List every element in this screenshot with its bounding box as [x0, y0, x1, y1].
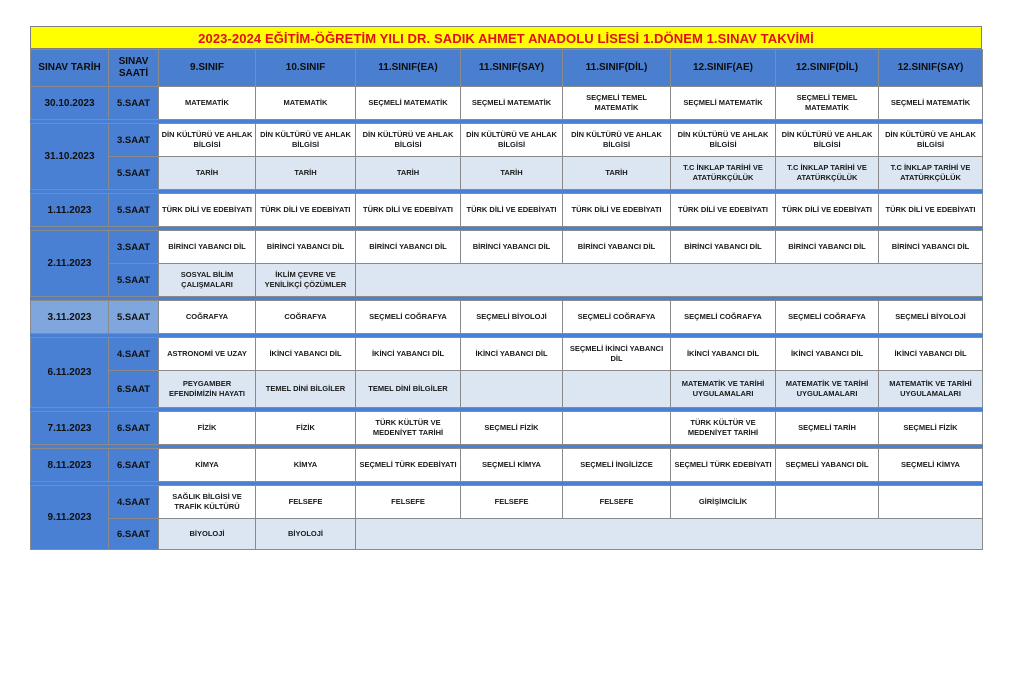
header-12-ae: 12.SINIF(AE)	[671, 50, 776, 87]
exam-period: 3.SAAT	[109, 124, 159, 157]
subject-cell	[879, 486, 983, 519]
schedule-row	[31, 157, 983, 190]
subject-cell: TÜRK DİLİ VE EDEBİYATI	[879, 194, 983, 227]
subject-cell: SEÇMELİ KİMYA	[879, 449, 983, 482]
schedule-body	[31, 87, 983, 550]
subject-cell: BİYOLOJİ	[159, 519, 256, 550]
subject-cell: SEÇMELİ COĞRAFYA	[776, 301, 879, 334]
subject-cell: İKİNCİ YABANCI DİL	[879, 338, 983, 371]
exam-date: 8.11.2023	[31, 449, 109, 482]
subject-cell: GİRİŞİMCİLİK	[671, 486, 776, 519]
subject-cell: FELSEFE	[563, 486, 671, 519]
subject-cell: MATEMATİK	[159, 87, 256, 120]
schedule-row	[31, 519, 983, 550]
subject-cell: COĞRAFYA	[159, 301, 256, 334]
exam-period: 4.SAAT	[109, 338, 159, 371]
subject-cell: FİZİK	[159, 412, 256, 445]
subject-cell: SEÇMELİ BİYOLOJİ	[461, 301, 563, 334]
subject-cell: SEÇMELİ TARİH	[776, 412, 879, 445]
header-saat: SINAV SAATİ	[109, 50, 159, 87]
exam-date: 2.11.2023	[31, 231, 109, 297]
subject-cell: FİZİK	[256, 412, 356, 445]
subject-cell: T.C İNKLAP TARİHİ VE ATATÜRKÇÜLÜK	[879, 157, 983, 190]
header-11-dil: 11.SINIF(DİL)	[563, 50, 671, 87]
subject-cell: TÜRK KÜLTÜR VE MEDENİYET TARİHİ	[356, 412, 461, 445]
exam-schedule-sheet	[30, 26, 982, 550]
subject-cell	[776, 486, 879, 519]
subject-cell: BİRİNCİ YABANCI DİL	[776, 231, 879, 264]
subject-cell: SEÇMELİ İNGİLİZCE	[563, 449, 671, 482]
subject-cell	[563, 371, 671, 408]
schedule-row	[31, 486, 983, 519]
subject-cell: PEYGAMBER EFENDİMİZİN HAYATI	[159, 371, 256, 408]
schedule-row	[31, 371, 983, 408]
subject-cell: DİN KÜLTÜRÜ VE AHLAK BİLGİSİ	[879, 124, 983, 157]
exam-date: 7.11.2023	[31, 412, 109, 445]
schedule-table	[30, 49, 983, 550]
subject-cell: SEÇMELİ MATEMATİK	[356, 87, 461, 120]
empty-span-cell	[356, 264, 983, 297]
schedule-row	[31, 87, 983, 120]
schedule-row	[31, 231, 983, 264]
subject-cell: TÜRK DİLİ VE EDEBİYATI	[563, 194, 671, 227]
subject-cell	[461, 371, 563, 408]
schedule-row	[31, 124, 983, 157]
subject-cell: MATEMATİK	[256, 87, 356, 120]
subject-cell: DİN KÜLTÜRÜ VE AHLAK BİLGİSİ	[256, 124, 356, 157]
subject-cell: DİN KÜLTÜRÜ VE AHLAK BİLGİSİ	[563, 124, 671, 157]
subject-cell: TARİH	[563, 157, 671, 190]
exam-period: 3.SAAT	[109, 231, 159, 264]
subject-cell: FELSEFE	[461, 486, 563, 519]
subject-cell: BİRİNCİ YABANCI DİL	[563, 231, 671, 264]
subject-cell: SEÇMELİ COĞRAFYA	[356, 301, 461, 334]
subject-cell: DİN KÜLTÜRÜ VE AHLAK BİLGİSİ	[461, 124, 563, 157]
subject-cell: BİRİNCİ YABANCI DİL	[159, 231, 256, 264]
subject-cell: SEÇMELİ FİZİK	[461, 412, 563, 445]
exam-period: 6.SAAT	[109, 371, 159, 408]
subject-cell: İKİNCİ YABANCI DİL	[256, 338, 356, 371]
subject-cell: İKİNCİ YABANCI DİL	[776, 338, 879, 371]
subject-cell: TEMEL DİNİ BİLGİLER	[256, 371, 356, 408]
exam-period: 6.SAAT	[109, 412, 159, 445]
subject-cell: T.C İNKLAP TARİHİ VE ATATÜRKÇÜLÜK	[776, 157, 879, 190]
subject-cell: DİN KÜLTÜRÜ VE AHLAK BİLGİSİ	[159, 124, 256, 157]
subject-cell: DİN KÜLTÜRÜ VE AHLAK BİLGİSİ	[776, 124, 879, 157]
subject-cell: SEÇMELİ BİYOLOJİ	[879, 301, 983, 334]
exam-period: 5.SAAT	[109, 264, 159, 297]
subject-cell: SEÇMELİ TÜRK EDEBİYATI	[671, 449, 776, 482]
exam-date: 1.11.2023	[31, 194, 109, 227]
subject-cell: MATEMATİK VE TARİHİ UYGULAMALARI	[879, 371, 983, 408]
subject-cell: TÜRK DİLİ VE EDEBİYATI	[461, 194, 563, 227]
subject-cell: TARİH	[356, 157, 461, 190]
schedule-row	[31, 194, 983, 227]
subject-cell: BİRİNCİ YABANCI DİL	[879, 231, 983, 264]
subject-cell: COĞRAFYA	[256, 301, 356, 334]
exam-date: 6.11.2023	[31, 338, 109, 408]
subject-cell: SEÇMELİ İKİNCİ YABANCI DİL	[563, 338, 671, 371]
subject-cell: İKİNCİ YABANCI DİL	[461, 338, 563, 371]
subject-cell: KİMYA	[159, 449, 256, 482]
schedule-title: 2023-2024 EĞİTİM-ÖĞRETİM YILI DR. SADIK AHMET ANADOLU LİSESİ 1.DÖNEM 1.SINAV TAKVİMİ	[30, 26, 982, 49]
subject-cell: TARİH	[159, 157, 256, 190]
subject-cell: BİYOLOJİ	[256, 519, 356, 550]
subject-cell: TÜRK DİLİ VE EDEBİYATI	[356, 194, 461, 227]
schedule-row	[31, 301, 983, 334]
subject-cell: SEÇMELİ MATEMATİK	[461, 87, 563, 120]
subject-cell: BİRİNCİ YABANCI DİL	[671, 231, 776, 264]
subject-cell: SEÇMELİ COĞRAFYA	[563, 301, 671, 334]
header-11-ea: 11.SINIF(EA)	[356, 50, 461, 87]
subject-cell: SOSYAL BİLİM ÇALIŞMALARI	[159, 264, 256, 297]
subject-cell: BİRİNCİ YABANCI DİL	[356, 231, 461, 264]
subject-cell: KİMYA	[256, 449, 356, 482]
subject-cell: İKLİM ÇEVRE VE YENİLİKÇİ ÇÖZÜMLER	[256, 264, 356, 297]
schedule-row	[31, 338, 983, 371]
exam-period: 5.SAAT	[109, 87, 159, 120]
subject-cell: ASTRONOMİ VE UZAY	[159, 338, 256, 371]
subject-cell: SEÇMELİ FİZİK	[879, 412, 983, 445]
subject-cell: SEÇMELİ COĞRAFYA	[671, 301, 776, 334]
header-10-sinif: 10.SINIF	[256, 50, 356, 87]
subject-cell: TÜRK DİLİ VE EDEBİYATI	[256, 194, 356, 227]
subject-cell: FELSEFE	[356, 486, 461, 519]
subject-cell: TARİH	[461, 157, 563, 190]
subject-cell: BİRİNCİ YABANCI DİL	[256, 231, 356, 264]
subject-cell: TEMEL DİNİ BİLGİLER	[356, 371, 461, 408]
subject-cell: T.C İNKLAP TARİHİ VE ATATÜRKÇÜLÜK	[671, 157, 776, 190]
subject-cell: MATEMATİK VE TARİHİ UYGULAMALARI	[776, 371, 879, 408]
exam-period: 4.SAAT	[109, 486, 159, 519]
schedule-row	[31, 412, 983, 445]
subject-cell: DİN KÜLTÜRÜ VE AHLAK BİLGİSİ	[356, 124, 461, 157]
subject-cell: TÜRK DİLİ VE EDEBİYATI	[671, 194, 776, 227]
header-11-say: 11.SINIF(SAY)	[461, 50, 563, 87]
subject-cell: TÜRK DİLİ VE EDEBİYATI	[159, 194, 256, 227]
subject-cell: SEÇMELİ MATEMATİK	[671, 87, 776, 120]
exam-date: 31.10.2023	[31, 124, 109, 190]
subject-cell: DİN KÜLTÜRÜ VE AHLAK BİLGİSİ	[671, 124, 776, 157]
subject-cell: SAĞLIK BİLGİSİ VE TRAFİK KÜLTÜRÜ	[159, 486, 256, 519]
exam-date: 9.11.2023	[31, 486, 109, 550]
schedule-row	[31, 449, 983, 482]
subject-cell: SEÇMELİ MATEMATİK	[879, 87, 983, 120]
subject-cell: TARİH	[256, 157, 356, 190]
subject-cell: TÜRK DİLİ VE EDEBİYATI	[776, 194, 879, 227]
subject-cell: MATEMATİK VE TARİHİ UYGULAMALARI	[671, 371, 776, 408]
subject-cell: İKİNCİ YABANCI DİL	[671, 338, 776, 371]
header-9-sinif: 9.SINIF	[159, 50, 256, 87]
subject-cell: SEÇMELİ KİMYA	[461, 449, 563, 482]
exam-date: 3.11.2023	[31, 301, 109, 334]
subject-cell: BİRİNCİ YABANCI DİL	[461, 231, 563, 264]
subject-cell: SEÇMELİ YABANCI DİL	[776, 449, 879, 482]
exam-period: 6.SAAT	[109, 519, 159, 550]
exam-period: 6.SAAT	[109, 449, 159, 482]
exam-period: 5.SAAT	[109, 301, 159, 334]
subject-cell: SEÇMELİ TEMEL MATEMATİK	[563, 87, 671, 120]
subject-cell: TÜRK KÜLTÜR VE MEDENİYET TARİHİ	[671, 412, 776, 445]
subject-cell: SEÇMELİ TEMEL MATEMATİK	[776, 87, 879, 120]
header-12-say: 12.SINIF(SAY)	[879, 50, 983, 87]
exam-date: 30.10.2023	[31, 87, 109, 120]
header-12-dil: 12.SINIF(DİL)	[776, 50, 879, 87]
subject-cell: FELSEFE	[256, 486, 356, 519]
subject-cell: İKİNCİ YABANCI DİL	[356, 338, 461, 371]
subject-cell	[563, 412, 671, 445]
header-date: SINAV TARİH	[31, 50, 109, 87]
empty-span-cell	[356, 519, 983, 550]
subject-cell: SEÇMELİ TÜRK EDEBİYATI	[356, 449, 461, 482]
schedule-row	[31, 264, 983, 297]
header-row	[31, 50, 983, 87]
exam-period: 5.SAAT	[109, 194, 159, 227]
exam-period: 5.SAAT	[109, 157, 159, 190]
